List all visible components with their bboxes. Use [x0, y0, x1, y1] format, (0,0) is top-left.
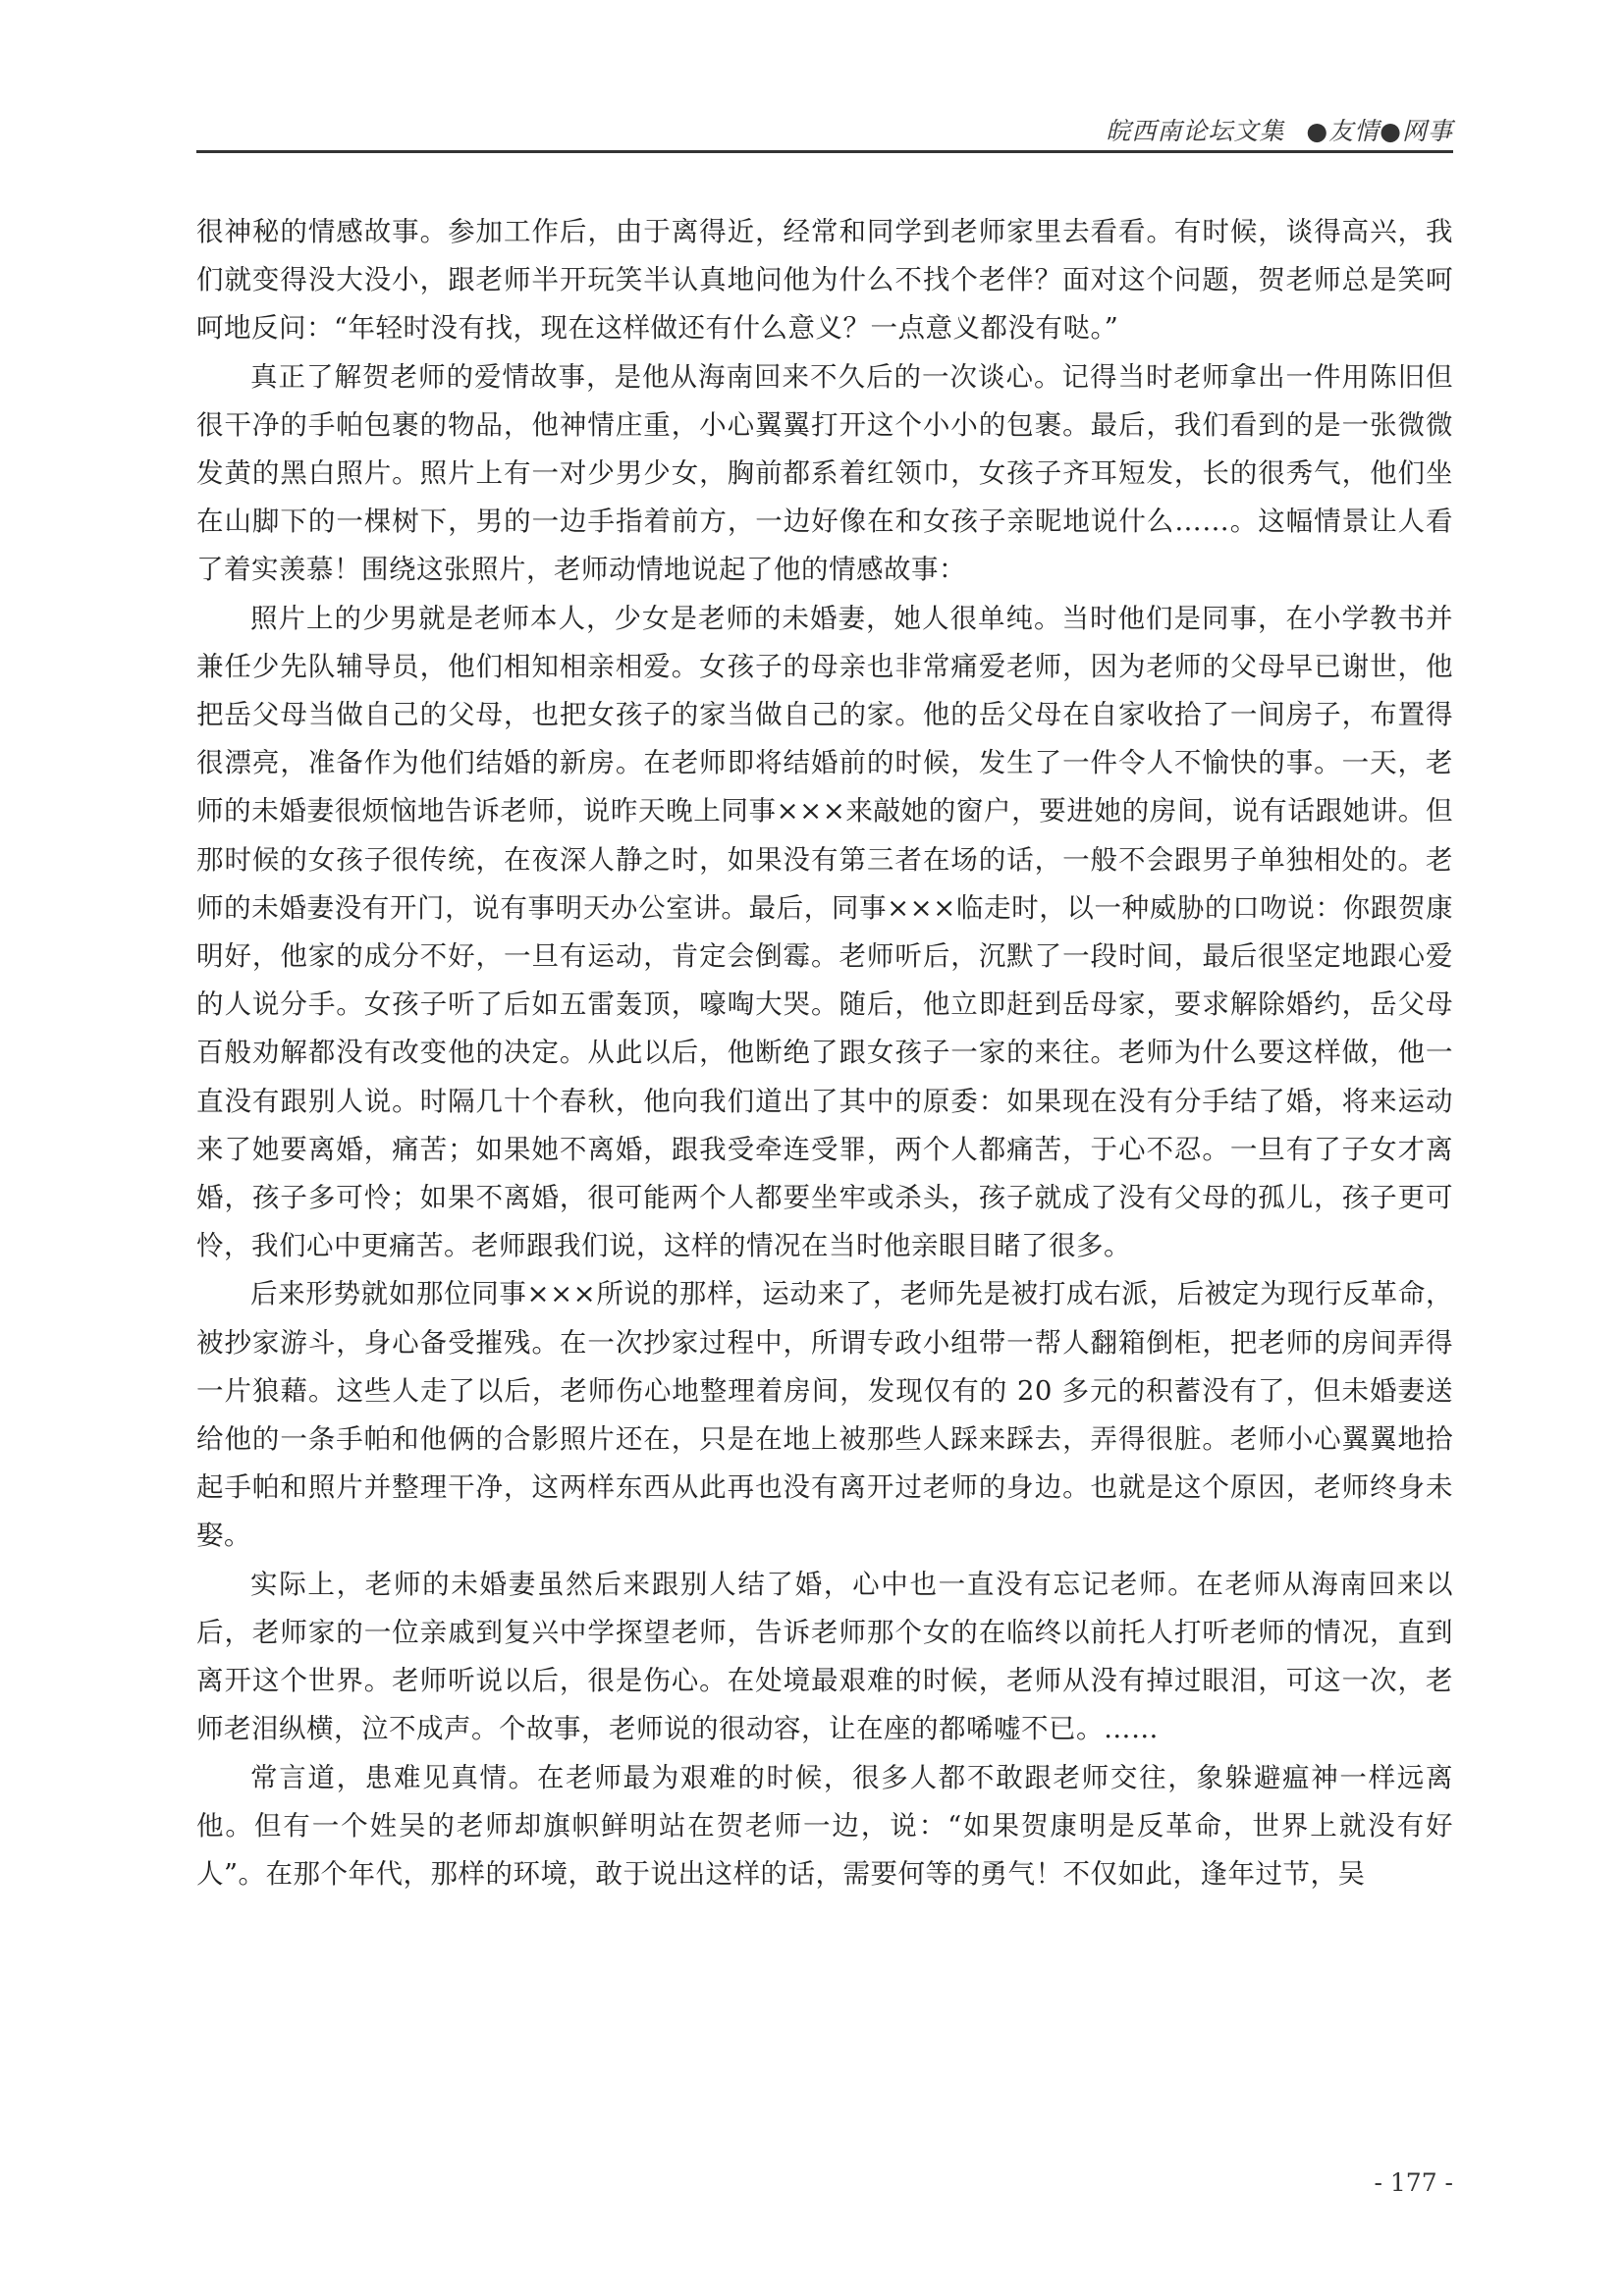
header-text [1106, 112, 1453, 147]
paragraph-3: 照片上的少男就是老师本人，少女是老师的未婚妻，她人很单纯。当时他们是同事，在小学教书并兼任少先队辅导员，他们相知相亲相爱。女孩子的母亲也非常痛爱老师，因为老师的父母早已谢世，他把岳父母当做自己的父母，也把女孩子的家当做自己的家。他的岳父母在自家收拾了一间房子，布置得很漂亮，准备作为他们结婚的新房。在老师即将结婚前的时候，发生了一件令人不愉快的事。一天，老师的未婚妻很烦恼地告诉老师，说昨天晚上同事×××来敲她的窗户，要进她的房间，说有话跟她讲。但那时候的女孩子很传统，在夜深人静之时，如果没有第三者在场的话，一般不会跟男子单独相处的。老师的未婚妻没有开门，说有事明天办公室讲。最后，同事×××临走时，以一种威胁的口吻说：你跟贺康明好，他家的成分不好，一旦有运动，肯定会倒霉。老师听后，沉默了一段时间，最后很坚定地跟心爱的人说分手。女孩子听了后如五雷轰顶，嚎啕大哭。随后，他立即赶到岳母家，要求解除婚约，岳父母百般劝解都没有改变他的决定。从此以后，他断绝了跟女孩子一家的来往。老师为什么要这样做，他一直没有跟别人说。时隔几十个春秋，他向我们道出了其中的原委：如果现在没有分手结了婚，将来运动来了她要离婚，痛苦；如果她不离婚，跟我受牵连受罪，两个人都痛苦，于心不忍。一旦有了子女才离婚，孩子多可怜；如果不离婚，很可能两个人都要坐牢或杀头，孩子就成了没有父母的孤儿，孩子更可怜，我们心中更痛苦。老师跟我们说，这样的情况在当时他亲眼目睹了很多。 [196, 602, 1453, 1262]
paragraph-6: 常言道，患难见真情。在老师最为艰难的时候，很多人都不敢跟老师交往，象躲避瘟神一样远离他。但有一个姓吴的老师却旗帜鲜明站在贺老师一边，说：“如果贺康明是反革命，世界上就没有好人”。在那个年代，那样的环境，敢于说出这样的话，需要何等的勇气！不仅如此，逢年过节，吴 [196, 1761, 1453, 1890]
header-section: ●友情●网事 [1306, 117, 1453, 145]
paragraph-4: 后来形势就如那位同事×××所说的那样，运动来了，老师先是被打成右派，后被定为现行反革命，被抄家游斗，身心备受摧残。在一次抄家过程中，所谓专政小组带一帮人翻箱倒柜，把老师的房间弄得一片狼藉。这些人走了以后，老师伤心地整理着房间，发现仅有的 20 多元的积蓄没有了，但未婚妻送给他的一条手帕和他俩的合影照片还在，只是在地上被那些人踩来踩去，弄得很脏。老师小心翼翼地拾起手帕和照片并整理干净，这两样东西从此再也没有离开过老师的身边。也就是这个原因，老师终身未娶。 [196, 1278, 1453, 1552]
page-number: - 177 - [1374, 2168, 1453, 2197]
paragraph-5: 实际上，老师的未婚妻虽然后来跟别人结了婚，心中也一直没有忘记老师。在老师从海南回来以后，老师家的一位亲戚到复兴中学探望老师，告诉老师那个女的在临终以前托人打听老师的情况，直到离开这个世界。老师听说以后，很是伤心。在处境最艰难的时候，老师从没有掉过眼泪，可这一次，老师老泪纵横，泣不成声。个故事，老师说的很动容，让在座的都唏嘘不已。…… [196, 1568, 1453, 1745]
running-header [196, 106, 1453, 153]
header-collection-title: 皖西南论坛文集 [1106, 117, 1285, 145]
paragraph-1: 很神秘的情感故事。参加工作后，由于离得近，经常和同学到老师家里去看看。有时候，谈得高兴，我们就变得没大没小，跟老师半开玩笑半认真地问他为什么不找个老伴？面对这个问题，贺老师总是笑呵呵地反问：“年轻时没有找，现在这样做还有什么意义？一点意义都没有哒。” [196, 216, 1453, 345]
article-body [196, 208, 1453, 1898]
paragraph-2: 真正了解贺老师的爱情故事，是他从海南回来不久后的一次谈心。记得当时老师拿出一件用陈旧但很干净的手帕包裹的物品，他神情庄重，小心翼翼打开这个小小的包裹。最后，我们看到的是一张微微发黄的黑白照片。照片上有一对少男少女，胸前都系着红领巾，女孩子齐耳短发，长的很秀气，他们坐在山脚下的一棵树下，男的一边手指着前方，一边好像在和女孩子亲昵地说什么……。这幅情景让人看了着实羡慕！围绕这张照片，老师动情地说起了他的情感故事： [196, 360, 1453, 586]
header-rule [196, 150, 1453, 153]
